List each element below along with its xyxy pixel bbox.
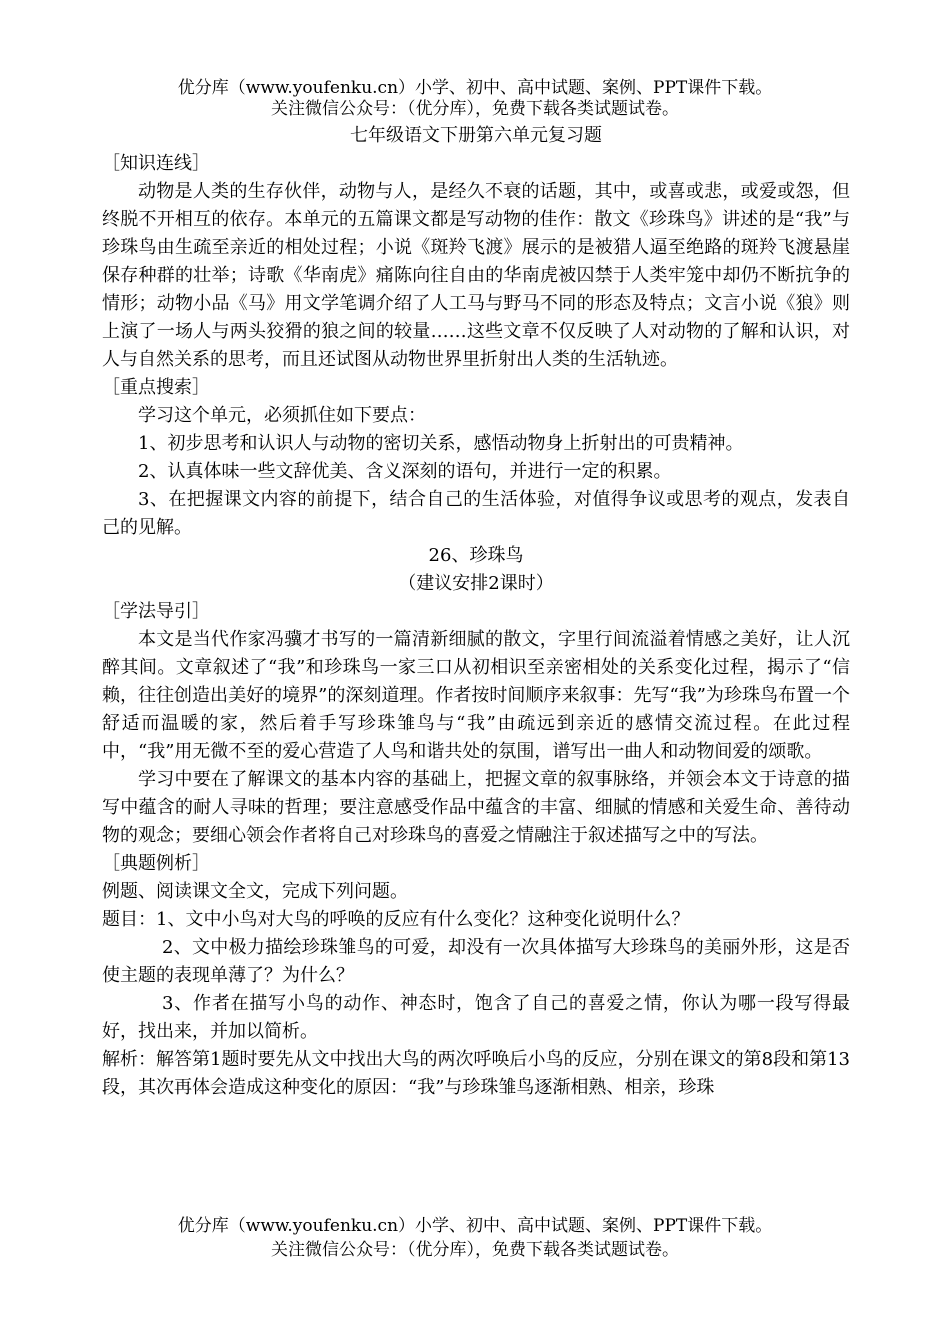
page-title: 七年级语文下册第六单元复习题: [350, 125, 602, 146]
example-heading: ［典题例析］: [102, 853, 210, 874]
footer-line-1: 优分库（www.youfenku.cn）小学、初中、高中试题、案例、PPT课件下载。: [177, 1216, 773, 1236]
footer: [0, 1214, 950, 1262]
focus-heading: ［重点搜索］: [102, 377, 210, 398]
knowledge-paragraph: 动物是人类的生存伙伴，动物与人，是经久不衰的话题，其中，或喜或悲，或爱或怨，但终脱不开相互的依存。本单元的五篇课文都是写动物的佳作：散文《珍珠鸟》讲述的是“我”与珍珠鸟由生疏至亲近的相处过程；小说《斑羚飞渡》展示的是被猎人逼至绝路的斑羚飞渡悬崖保存种群的壮举；诗歌《华南虎》痛陈向往自由的华南虎被囚禁于人类牢笼中却仍不断抗争的情形；动物小品《马》用文学笔调介绍了人工马与野马不同的形态及特点；文言小说《狼》则上演了一场人与两头狡猾的狼之间的较量……这些文章不仅反映了人对动物的了解和认识，对人与自然关系的思考，而且还试图从动物世界里折射出人类的生活轨迹。: [102, 181, 850, 370]
question-2: 2、文中极力描绘珍珠雏鸟的可爱，却没有一次具体描写大珍珠鸟的美丽外形，这是否使主题的表现单薄了？为什么？: [102, 937, 850, 986]
document-body: [102, 122, 850, 1102]
knowledge-heading: ［知识连线］: [102, 153, 210, 174]
lesson-subtitle: （建议安排2课时）: [398, 573, 554, 594]
method-paragraph-2: 学习中要在了解课文的基本内容的基础上，把握文章的叙事脉络，并领会本文于诗意的描写中蕴含的耐人寻味的哲理；要注意感受作品中蕴含的丰富、细腻的情感和关爱生命、善待动物的观念；要细心领会作者将自己对珍珠鸟的喜爱之情融注于叙述描写之中的写法。: [102, 769, 850, 846]
focus-point-3: 3、在把握课文内容的前提下，结合自己的生活体验，对值得争议或思考的观点，发表自己的见解。: [102, 489, 850, 538]
focus-intro: 学习这个单元，必须抓住如下要点：: [138, 405, 426, 426]
focus-point-1: 1、初步思考和认识人与动物的密切关系，感悟动物身上折射出的可贵精神。: [138, 433, 744, 454]
footer-line-2: 关注微信公众号：（优分库），免费下载各类试题试卷。: [271, 1240, 679, 1260]
method-heading: ［学法导引］: [102, 601, 210, 622]
example-intro: 例题、阅读课文全文，完成下列问题。: [102, 881, 408, 902]
header-line-2: 关注微信公众号：（优分库），免费下载各类试题试卷。: [271, 99, 679, 119]
lesson-title: 26、珍珠鸟: [428, 545, 524, 566]
focus-point-2: 2、认真体味一些文辞优美、含义深刻的语句，并进行一定的积累。: [138, 461, 672, 482]
question-3: 3、作者在描写小鸟的动作、神态时，饱含了自己的喜爱之情，你认为哪一段写得最好，找出来，并加以简析。: [102, 993, 850, 1042]
question-1: 题目：1、文中小鸟对大鸟的呼唤的反应有什么变化？这种变化说明什么？: [102, 909, 690, 930]
method-paragraph-1: 本文是当代作家冯骥才书写的一篇清新细腻的散文，字里行间流溢着情感之美好，让人沉醉其间。文章叙述了“我”和珍珠鸟一家三口从初相识至亲密相处的关系变化过程，揭示了“信赖，往往创造出美好的境界”的深刻道理。作者按时间顺序来叙事：先写“我”为珍珠鸟布置一个舒适而温暖的家，然后着手写珍珠雏鸟与“我”由疏远到亲近的感情交流过程。在此过程中，“我”用无微不至的爱心营造了人鸟和谐共处的氛围，谱写出一曲人和动物间爱的颂歌。: [102, 629, 850, 762]
header-line-1: 优分库（www.youfenku.cn）小学、初中、高中试题、案例、PPT课件下载。: [177, 78, 773, 98]
analysis-paragraph: 解析：解答第1题时要先从文中找出大鸟的两次呼唤后小鸟的反应，分别在课文的第8段和第13段，其次再体会造成这种变化的原因：“我”与珍珠雏鸟逐渐相熟、相亲，珍珠: [102, 1049, 850, 1098]
